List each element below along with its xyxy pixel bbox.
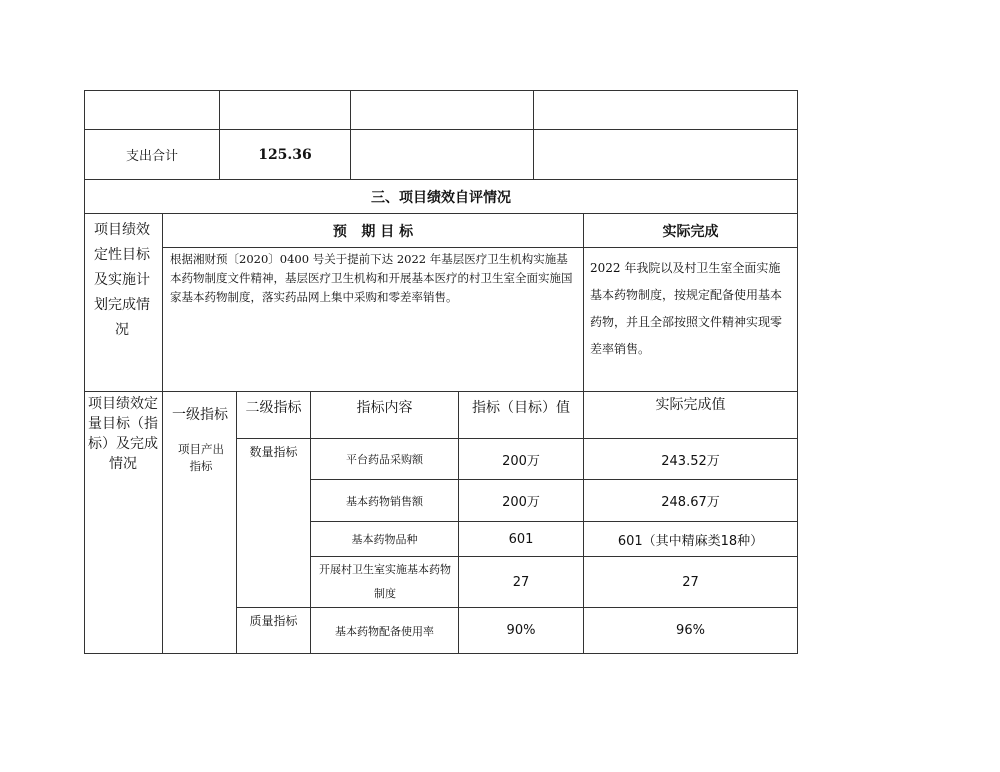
rule (533, 90, 534, 179)
row-content: 基本药物品种 (351, 533, 418, 546)
row-actual: 27 (682, 574, 699, 590)
row-content: 平台药品采购额 (346, 453, 423, 466)
rule (162, 247, 798, 248)
spend-total-value: 125.36 (258, 146, 312, 163)
actual-completion-header: 实际完成 (662, 223, 719, 240)
section-title: 三、项目绩效自评情况 (371, 189, 511, 206)
row-target: 601 (508, 531, 534, 547)
rule (350, 90, 351, 179)
spend-total-label: 支出合计 (125, 149, 178, 164)
content-header: 指标内容 (356, 400, 413, 416)
target-header: 指标（目标）值 (472, 400, 570, 416)
row-target: 90% (506, 623, 536, 638)
row-target: 27 (512, 574, 530, 590)
actual-header: 实际完成值 (655, 397, 726, 413)
row-target: 200万 (502, 453, 540, 469)
expected-goal-text: 根据湘财预〔2020〕0400 号关于提前下达 2022 年基层医疗卫生机构实施基本药物制度文件精神，基层医疗卫生机构和开展基本医疗的村卫生室全面实施国家基本药物制度，落实药品网上集中采购和零差率销售。 (170, 252, 573, 304)
quantitative-row-label: 项目绩效定量目标（指标）及完成情况 (88, 396, 158, 472)
level2-header: 二级指标 (245, 400, 302, 416)
row-target: 200万 (502, 495, 540, 510)
rule (84, 90, 798, 91)
row-content: 基本药物配备使用率 (335, 624, 434, 638)
level2-quantity: 数量指标 (249, 444, 298, 459)
row-actual: 96% (676, 623, 705, 638)
row-content: 开展村卫生室实施基本药物制度 (319, 563, 451, 600)
row-content: 基本药物销售额 (346, 494, 423, 508)
row-actual: 243.52万 (661, 453, 720, 469)
rule (84, 653, 798, 654)
rule (162, 213, 163, 654)
level2-quality: 质量指标 (249, 613, 298, 628)
row-actual: 248.67万 (661, 495, 720, 510)
level1-header: 一级指标 (172, 406, 228, 423)
row-actual: 601（其中精麻类18种） (617, 533, 764, 549)
actual-completion-text: 2022 年我院以及村卫生室全面实施基本药物制度，按规定配备使用基本药物，并且全部按照文件精神实现零差率销售。 (590, 261, 783, 356)
qualitative-row-label: 项目绩效定性目标及实施计划完成情况 (94, 222, 150, 338)
expected-goal-header: 预 期 目 标 (332, 223, 414, 240)
level1-value: 项目产出指标 (178, 442, 224, 473)
rule (797, 90, 798, 654)
